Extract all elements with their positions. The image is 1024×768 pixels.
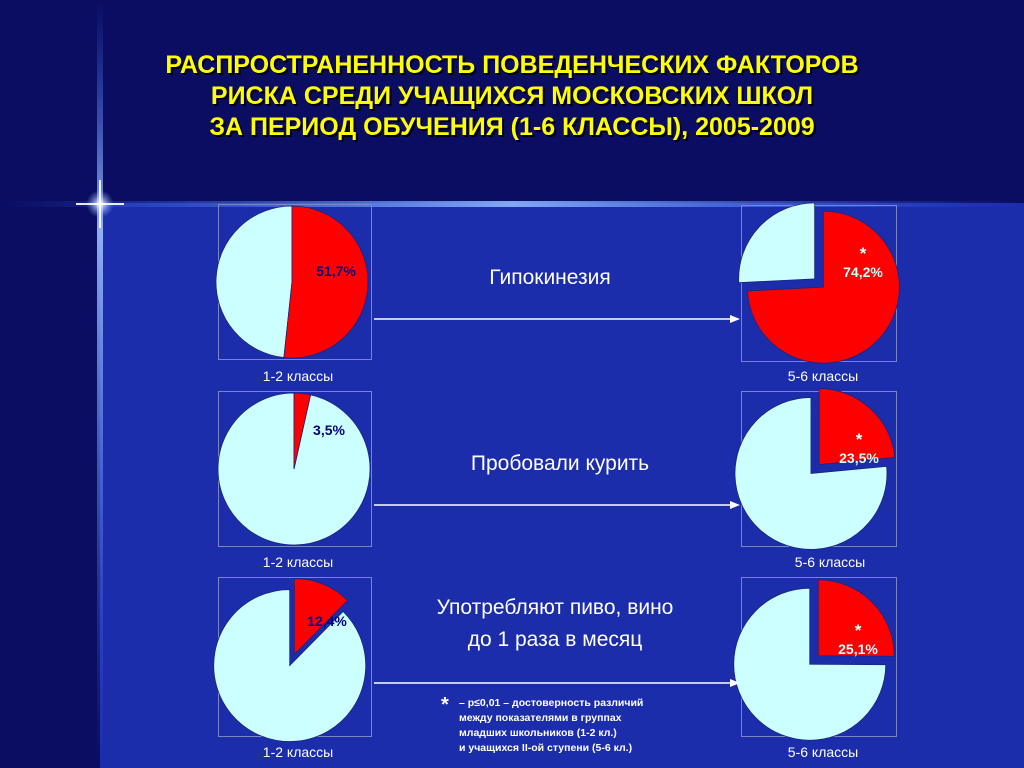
group-label-5-6: 5-6 классы — [787, 744, 859, 760]
arrow-smoking — [372, 498, 744, 512]
pie-svg — [736, 582, 892, 738]
footnote-line: между показателями в группах — [459, 712, 622, 724]
pie-chart-smoking-1-2 — [216, 391, 372, 547]
pie-value-label: 23,5% — [839, 450, 879, 466]
pie-value-label: 12,4% — [307, 613, 347, 629]
group-label-5-6: 5-6 классы — [787, 368, 859, 384]
pie-svg — [737, 391, 893, 547]
pie-value-label: 25,1% — [838, 641, 878, 657]
pie-value-label: 51,7% — [316, 263, 356, 279]
arrow-alcohol — [372, 676, 744, 690]
arrow-hypokinesia — [372, 312, 744, 326]
pie-svg — [741, 205, 897, 361]
footnote-line: – р≤0,01 – достоверность различий — [459, 697, 644, 709]
category-line: Употребляют пиво, вино — [436, 596, 674, 619]
pie-chart-smoking-5-6 — [737, 391, 893, 547]
category-line: Пробовали курить — [470, 452, 650, 475]
group-label-1-2: 1-2 классы — [262, 744, 334, 760]
pie-value-label: 3,5% — [313, 422, 345, 438]
pie-svg — [214, 582, 370, 738]
pie-svg — [216, 391, 372, 547]
pie-value-label: 74,2% — [843, 264, 883, 280]
title-line-1: РАСПРОСТРАНЕННОСТЬ ПОВЕДЕНЧЕСКИХ ФАКТОРОВ — [165, 51, 859, 79]
group-label-1-2: 1-2 классы — [262, 554, 334, 570]
slide-title — [0, 50, 1024, 143]
significance-star: * — [855, 430, 863, 449]
pie-chart-alcohol-1-2 — [214, 582, 370, 738]
category-line: Гипокинезия — [489, 266, 611, 289]
pie-slice-rest — [739, 203, 815, 283]
pie-slice-highlight — [284, 206, 368, 358]
pie-chart-alcohol-5-6 — [736, 582, 892, 738]
category-line: до 1 раза в месяц — [467, 628, 643, 651]
category-label-hypokinesia — [420, 262, 680, 294]
pie-slice-rest — [216, 206, 292, 358]
footnote-line: младших школьников (1-2 кл.) — [459, 727, 617, 739]
pie-chart-hypokinesia-5-6 — [741, 205, 897, 361]
group-label-5-6: 5-6 классы — [794, 554, 866, 570]
category-label-alcohol — [390, 592, 720, 656]
significance-star: * — [854, 621, 862, 640]
pie-svg — [214, 204, 370, 360]
pie-chart-hypokinesia-1-2 — [214, 204, 370, 360]
title-line-3: ЗА ПЕРИОД ОБУЧЕНИЯ (1-6 КЛАССЫ), 2005-2009 — [209, 113, 815, 141]
footnote-star: * — [441, 694, 449, 716]
group-label-1-2: 1-2 классы — [262, 368, 334, 384]
footnote — [459, 696, 643, 756]
significance-star: * — [859, 244, 867, 263]
footnote-line: и учащихся II-ой ступени (5-6 кл.) — [459, 742, 633, 754]
title-line-2: РИСКА СРЕДИ УЧАЩИХСЯ МОСКОВСКИХ ШКОЛ — [210, 82, 814, 110]
category-label-smoking — [410, 448, 710, 480]
